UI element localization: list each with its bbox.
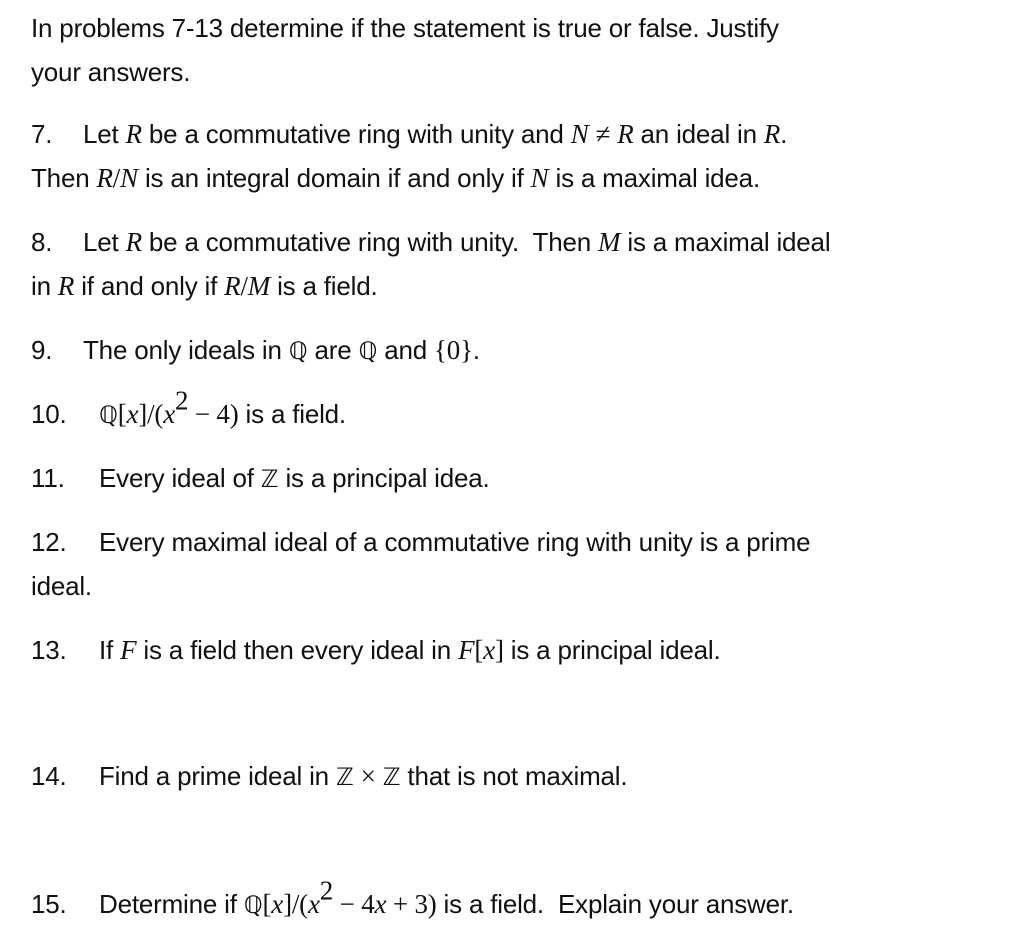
problem-13-number: 13.: [31, 635, 67, 665]
problem-14-number: 14.: [31, 761, 67, 791]
problem-10-number: 10.: [31, 399, 67, 429]
intro-line-2: your answers.: [31, 57, 191, 87]
problem-7-number: 7.: [31, 119, 53, 149]
problem-15: 15. Determine if $ℚ[x]/(x^2 - 4x + 3)$ is a field. Explain your answer.: [31, 875, 794, 919]
problem-14: 14. Find a prime ideal in ℤ × ℤ that is not maximal.: [31, 761, 628, 791]
problem-12-number: 12.: [31, 527, 67, 557]
problem-15-number: 15.: [31, 889, 67, 919]
problem-12-line-2: ideal.: [31, 571, 92, 601]
problem-13: 13. If F is a field then every ideal in F[x] is a principal ideal.: [31, 635, 721, 665]
problem-9-number: 9.: [31, 335, 53, 365]
problem-8-line-1: 8. Let R be a commutative ring with unity. Then M is a maximal ideal: [31, 227, 831, 257]
problem-11: 11. Every ideal of ℤ is a principal idea.: [31, 463, 490, 493]
problem-10: 10. $ℚ[x]/(x^2 - 4)$ is a field.: [31, 385, 346, 429]
problem-7-line-1: 7. Let R be a commutative ring with unity and N ≠ R an ideal in R.: [31, 119, 788, 149]
problem-12-line-1: 12. Every maximal ideal of a commutative ring with unity is a prime: [31, 527, 811, 557]
intro-line-1: In problems 7-13 determine if the statement is true or false. Justify: [31, 13, 779, 43]
problem-11-number: 11.: [31, 463, 65, 493]
problem-7-line-2: Then R/N is an integral domain if and only if N is a maximal idea.: [31, 163, 760, 193]
problem-8-number: 8.: [31, 227, 53, 257]
problem-9: 9. The only ideals in ℚ are ℚ and {0}.: [31, 335, 480, 365]
problem-8-line-2: in R if and only if R/M is a field.: [31, 271, 378, 301]
